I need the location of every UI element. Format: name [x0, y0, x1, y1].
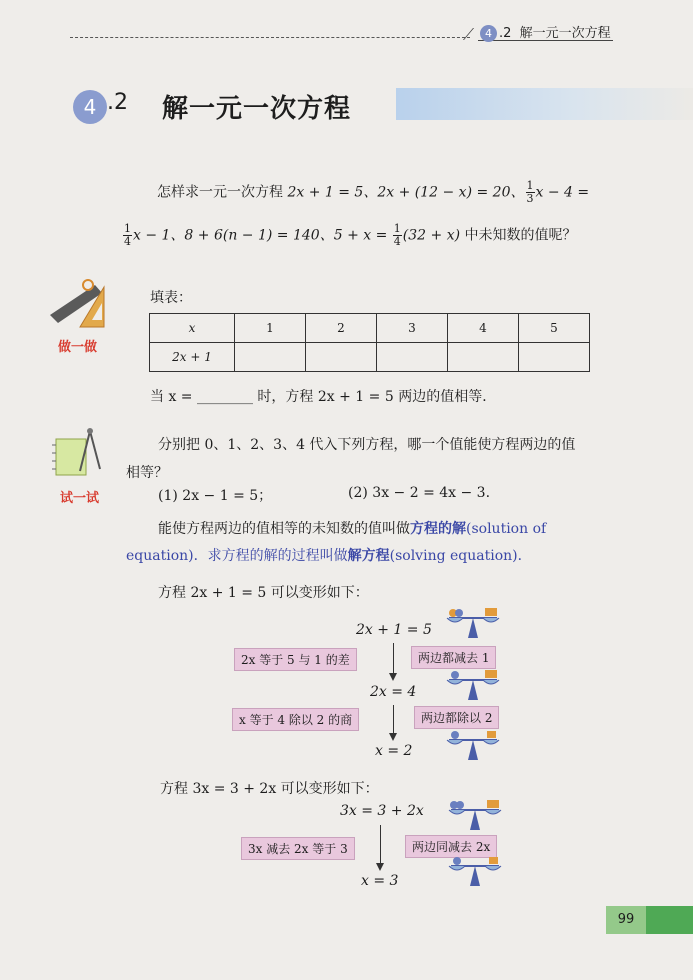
- arrow-down-icon: [376, 863, 384, 871]
- table-header-cell: 2: [306, 314, 377, 343]
- example2-step2: x = 3: [361, 873, 399, 889]
- intro-frac-1-4: $\frac{1}{4}$: [124, 222, 131, 248]
- try-question-2: (2) 3x − 2 = 4x − 3.: [348, 485, 491, 501]
- page-number: 99: [606, 906, 646, 934]
- badge-shiyishi: 试一试: [60, 491, 100, 506]
- note-right-1: 两边都减去 1: [411, 646, 496, 669]
- definition-text: equation)．求方程的解的过程叫做: [126, 548, 348, 564]
- table-cell-empty[interactable]: [377, 343, 448, 372]
- arrow-down-icon: [389, 733, 397, 741]
- intro-line-1: [157, 180, 627, 205]
- arrow-shaft: [393, 643, 394, 675]
- notebook-compass-icon: [50, 425, 106, 485]
- definition-line-2: [126, 545, 532, 565]
- table-cell-empty[interactable]: [235, 343, 306, 372]
- example1-step3: x = 2: [375, 743, 413, 759]
- balance-scale-icon: [447, 796, 503, 836]
- table-header-cell: 4: [448, 314, 519, 343]
- intro-eq2: 2x + (12 − x) = 20、: [377, 184, 525, 201]
- term-solution-en: (solution of: [466, 521, 547, 537]
- term-solving: 解方程: [347, 548, 390, 564]
- note-left-3: 3x 减去 2x 等于 3: [241, 837, 355, 860]
- arrow-shaft: [393, 705, 394, 735]
- intro-line2-tail: (32 + x): [402, 227, 461, 244]
- note-left-1: 2x 等于 5 与 1 的差: [234, 648, 357, 671]
- ruler-compass-icon: [40, 275, 110, 335]
- balance-scale-icon: [445, 666, 501, 706]
- table-header-cell: 1: [235, 314, 306, 343]
- fill-table: [149, 313, 590, 372]
- fill-table-followup: 当 x = ________ 时，方程 2x + 1 = 5 两边的值相等．: [150, 389, 497, 405]
- example2-step1: 3x = 3 + 2x: [340, 803, 424, 819]
- intro-prefix: 怎样求一元一次方程: [157, 184, 283, 201]
- balance-scale-icon: [445, 604, 501, 644]
- table-header-cell: x: [150, 314, 235, 343]
- intro-line2-mid: x − 1、8 + 6(n − 1) = 140、5 + x =: [133, 227, 388, 244]
- badge-zuoyizuo: 做一做: [58, 340, 98, 355]
- title-number-circle: 4: [73, 90, 107, 124]
- try-line-1: 分别把 0、1、2、3、4 代入下列方程，哪一个值能使方程两边的值: [158, 437, 576, 453]
- note-right-3: 两边同减去 2x: [405, 835, 497, 858]
- example1-step2: 2x = 4: [370, 684, 417, 700]
- intro-frac-1-3: $\frac{1}{3}$: [526, 179, 534, 205]
- header-dashed-rule: [70, 37, 470, 38]
- term-solution: 方程的解: [410, 521, 466, 537]
- intro-line2-suffix: 中未知数的值呢？: [464, 227, 577, 244]
- table-header-cell: 3: [377, 314, 448, 343]
- table-cell-empty[interactable]: [448, 343, 519, 372]
- table-row-label: 2x + 1: [150, 343, 235, 372]
- term-solving-en: (solving equation)．: [389, 548, 532, 564]
- intro-eq1: 2x + 1 = 5、: [287, 184, 378, 201]
- example1-intro: 方程 2x + 1 = 5 可以变形如下：: [158, 585, 369, 601]
- try-line-2: 相等？: [126, 465, 168, 481]
- fill-table-prompt: 填表：: [150, 290, 192, 306]
- table-cell-empty[interactable]: [519, 343, 590, 372]
- running-header: [480, 22, 611, 42]
- try-question-1: (1) 2x − 1 = 5；: [158, 488, 273, 504]
- table-header-cell: 5: [519, 314, 590, 343]
- definition-text: 能使方程两边的值相等的未知数的值叫做: [158, 521, 410, 537]
- note-left-2: x 等于 4 除以 2 的商: [232, 708, 359, 731]
- intro-frac-1-4-b: $\frac{1}{4}$: [393, 222, 401, 248]
- table-row: [150, 343, 590, 372]
- header-section-title: 解一元一次方程: [519, 26, 611, 41]
- header-section-rest: .2: [499, 26, 512, 41]
- arrow-shaft: [380, 825, 381, 865]
- arrow-down-icon: [389, 673, 397, 681]
- intro-eq3: x − 4 =: [535, 184, 590, 201]
- intro-line-2: [122, 223, 622, 248]
- note-right-2: 两边都除以 2: [414, 706, 499, 729]
- balance-scale-icon: [445, 726, 501, 766]
- title-band: [396, 88, 693, 120]
- table-cell-empty[interactable]: [306, 343, 377, 372]
- header-section-number: 4: [480, 25, 497, 42]
- title-number-rest: .2: [107, 90, 128, 115]
- balance-scale-icon: [447, 852, 503, 892]
- page-title: 解一元一次方程: [162, 94, 352, 124]
- table-row: [150, 314, 590, 343]
- definition-line-1: [158, 518, 546, 538]
- example1-step1: 2x + 1 = 5: [356, 622, 432, 638]
- example2-intro: 方程 3x = 3 + 2x 可以变形如下：: [160, 781, 379, 797]
